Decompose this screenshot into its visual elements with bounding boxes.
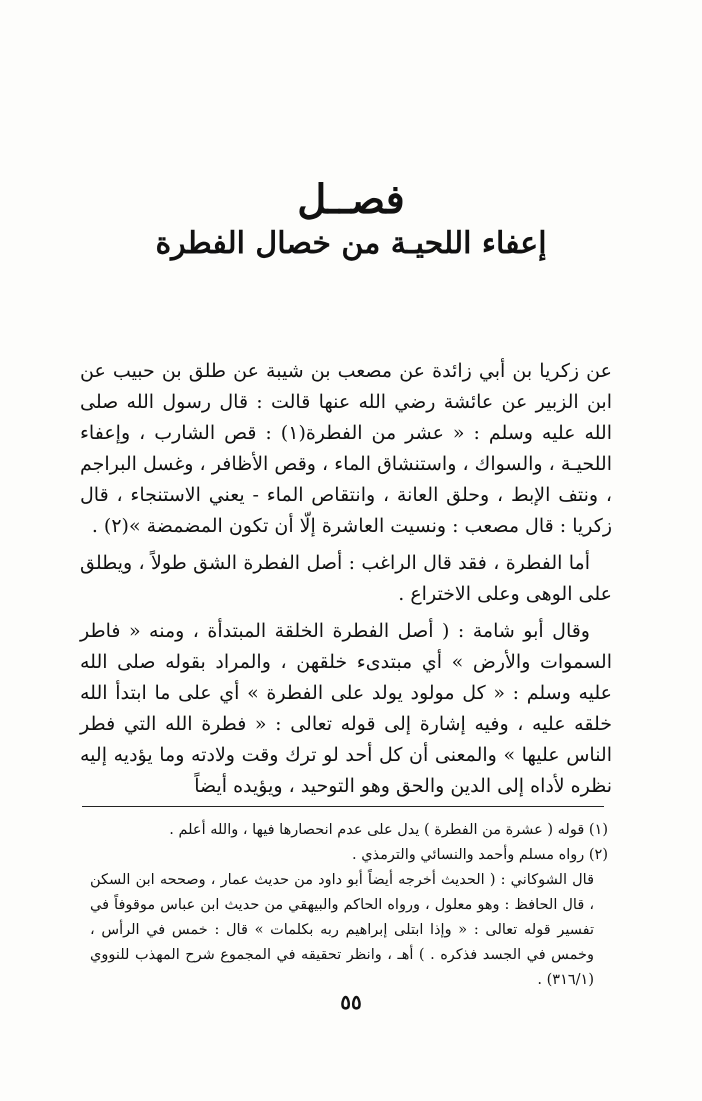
page-number: ٥٥ xyxy=(340,990,362,1014)
footnote-1: (١) قوله ( عشرة من الفطرة ) يدل على عدم انحصارها فيها ، والله أعلم . xyxy=(169,822,608,838)
footnotes xyxy=(90,818,608,993)
footnote-2: (٢) رواه مسلم وأحمد والنسائي والترمذي . xyxy=(351,847,608,863)
paragraph-abu-shama: وقال أبو شامة : ( أصل الفطرة الخلقة المبتدأة ، ومنه « فاطر السموات والأرض » أي مبتدىء خلقهن ، والمراد بقوله صلى الله عليه وسلم : « كل مولود يولد على الفطرة » أي على ما ابتدأ الله خلقه عليه ، وفيه إشارة إلى قوله تعالى : « فطرة الله التي فطر الناس عليها » والمعنى أن كل أحد لو ترك وقت ولادته وما يؤديه إليه نظره لأداه إلى الدين والحق وهو التوحيد ، ويؤيده أيضاً xyxy=(80,620,612,797)
chapter-title: فصــل xyxy=(297,176,405,223)
paragraph-hadith: عن زكريا بن أبي زائدة عن مصعب بن شيبة عن طلق بن حبيب عن ابن الزبير عن عائشة رضي الله عنها قالت : قال رسول الله صلى الله عليه وسلم : « عشر من الفطرة(١) : قص الشارب ، وإعفاء اللحيـة ، والسواك ، واستنشاق الماء ، وقص الأظافر ، وغسل البراجم ، ونتف الإبط ، وحلق العانة ، وانتقاص الماء - يعني الاستنجاء ، قال زكريا : قال مصعب : ونسيت العاشرة إلّا أن تكون المضمضة »(٢) . xyxy=(80,360,612,537)
paragraph-fitra-definition: أما الفطرة ، فقد قال الراغب : أصل الفطرة الشق طولاً ، ويطلق على الوهى وعلى الاختراع . xyxy=(80,552,612,605)
chapter-subtitle: إعفاء اللحيـة من خصال الفطرة xyxy=(155,226,547,261)
footnote-divider xyxy=(82,806,604,807)
main-text xyxy=(80,356,612,808)
footnote-2-continuation: قال الشوكاني : ( الحديث أخرجه أيضاً أبو داود من حديث عمار ، وصححه ابن السكن ، قال الحافظ : وهو معلول ، ورواه الحاكم والبيهقي من حديث ابن عباس موقوفاً في تفسير قوله تعالى : « وإذا ابتلى إبراهيم ربه بكلمات » قال : خمس في الرأس ، وخمس في الجسد فذكره . ) أهـ ، وانظر تحقيقه في المجموع شرح المهذب للنووي (٣١٦/١) . xyxy=(90,872,594,988)
